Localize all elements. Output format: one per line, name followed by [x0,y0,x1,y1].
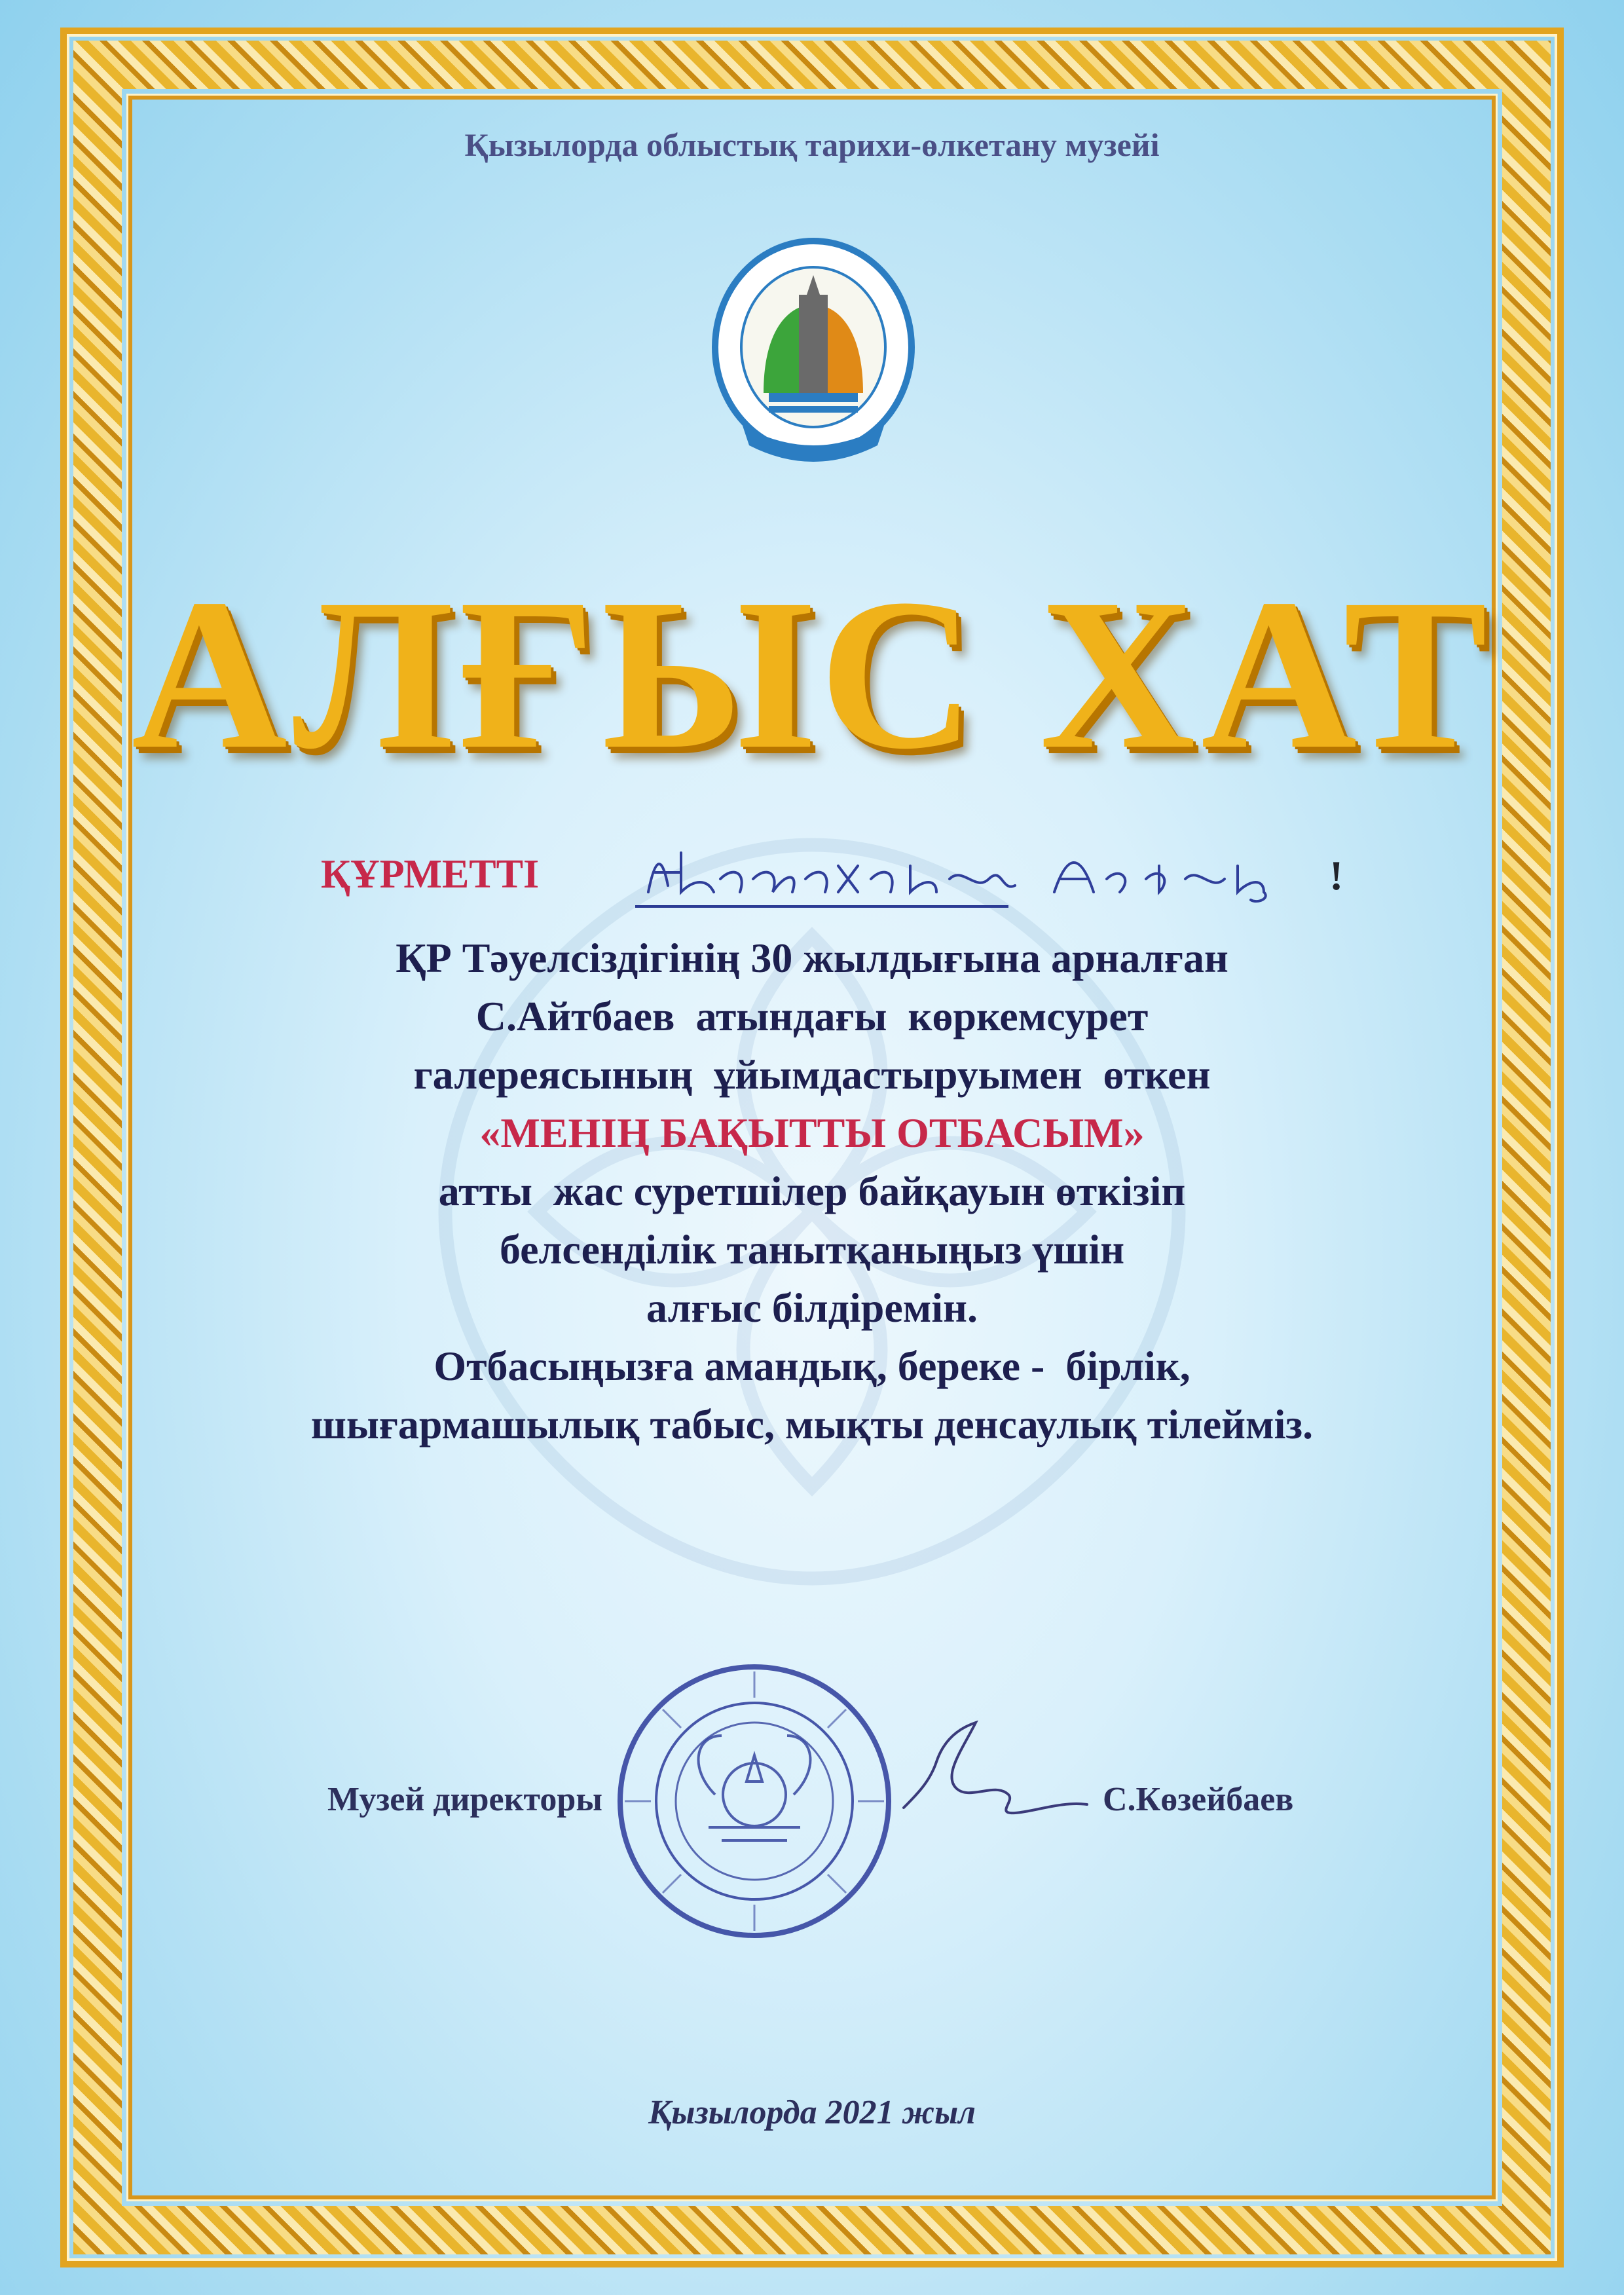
body-line-6: белсенділік танытқаныңыз үшін [499,1226,1125,1273]
body-line-2: С.Айтбаев атындағы көркемсурет [475,993,1149,1039]
museum-name: Қызылорда облыстық тарихи-өлкетану музейі [464,126,1160,163]
body-line-9: шығармашылық табыс, мықты денсаулық тілейміз. [310,1401,1314,1447]
addressee-exclamation: ! [1329,852,1344,899]
body-line-7: алғыс білдіремін. [646,1284,978,1331]
contest-title: «МЕНІҢ БАҚЫТТЫ ОТБАСЫМ» [479,1110,1145,1156]
addressee-name-handwritten [635,840,1008,908]
body-line-8: Отбасыңызға амандық, береке - бірлік, [434,1343,1190,1389]
region-emblem-icon [703,229,923,478]
addressee-label: ҚҰРМЕТТІ [321,852,540,897]
certificate-title: АЛҒЫС ХАТ [131,555,1493,794]
handwritten-name-icon [635,840,1329,905]
place-and-year: Қызылорда 2021 жыл [648,2094,976,2131]
official-seal-stamp [610,1657,898,1945]
signatory-name: С.Көзейбаев [1103,1781,1294,1818]
body-line-1: ҚР Тәуелсіздігінің 30 жылдығына арналған [396,935,1228,981]
certificate-body [0,929,1624,1453]
signatory-position: Музей директоры [327,1781,602,1818]
body-line-3: галереясының ұйымдастыруымен өткен [413,1051,1211,1098]
addressee-row [321,840,1369,912]
body-line-5: атты жас суретшілер байқауын өткізіп [438,1168,1186,1214]
